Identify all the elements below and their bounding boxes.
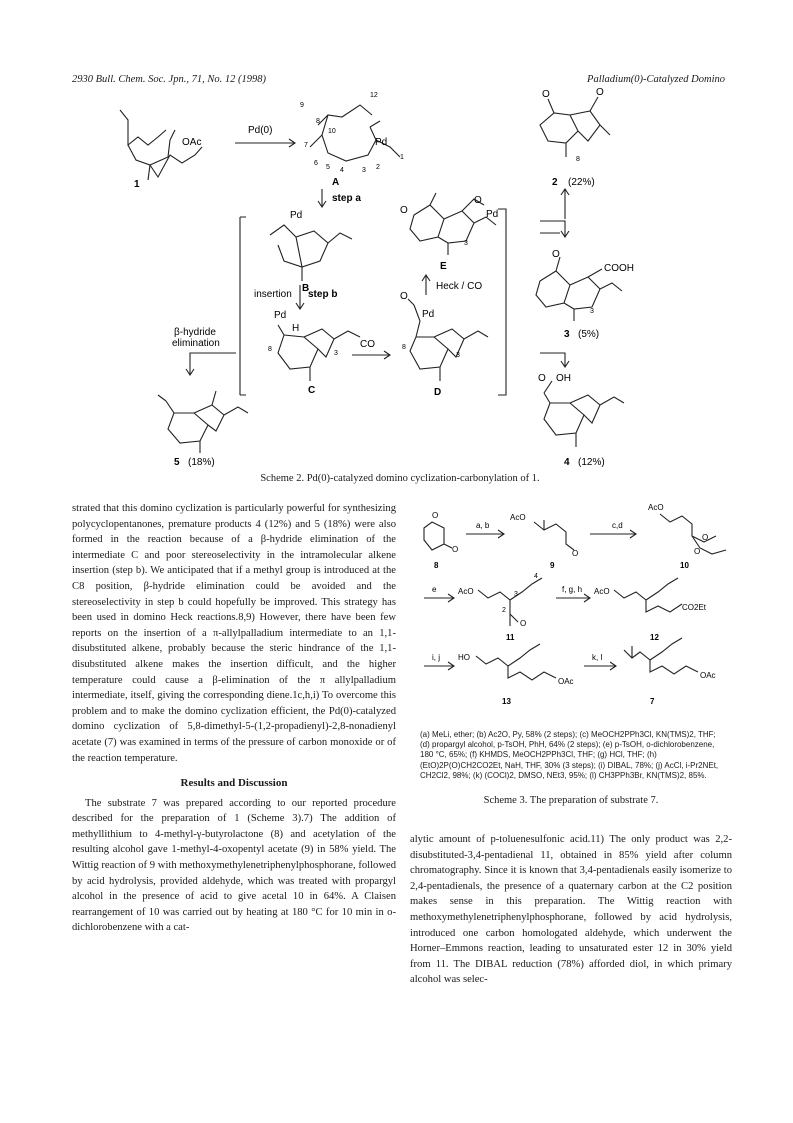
svg-text:OH: OH	[556, 373, 571, 384]
compound-12-structure	[594, 578, 707, 642]
svg-text:Pd: Pd	[290, 210, 303, 221]
svg-text:D: D	[434, 387, 442, 398]
svg-text:AcO: AcO	[458, 587, 474, 596]
compound-4-structure	[538, 373, 624, 468]
svg-text:f, g, h: f, g, h	[562, 585, 583, 594]
svg-text:O: O	[452, 545, 459, 554]
svg-text:3: 3	[564, 329, 570, 340]
svg-text:13: 13	[502, 697, 511, 706]
svg-text:O: O	[474, 195, 482, 206]
svg-text:H: H	[292, 323, 300, 334]
paragraph: alytic amount of p-toluenesulfonic acid.11) The only product was 2,2-disubstituted-3,4-pentadienal 11, obtained in 85% yield after column chromatography. Since it is known that 3,4-pentadienals easily isomerize to 2,4-pentadienals, the presence of a quaternary carbon at the C2 position makes sense in this preparation. The Wittig reaction with methoxymethylenetriphenylphosphorane, followed by acid hydrolysis, introduced one carbon homologated aldehyde, which underwent the Horner–Emmons reaction, leading to unsaturated ester 12 in 30% yield from 11. The DIBAL reduction (78%) afforded diol, in which primary alcohol was selec-	[410, 834, 732, 986]
svg-text:i, j: i, j	[432, 653, 440, 662]
step-b-label: step b	[308, 289, 338, 300]
compound-10-structure	[648, 503, 726, 570]
section-heading: Results and Discussion	[180, 777, 288, 790]
svg-text:12: 12	[650, 633, 659, 642]
svg-text:8: 8	[316, 118, 320, 125]
svg-text:O: O	[520, 619, 527, 628]
svg-text:OAc: OAc	[558, 677, 574, 686]
compound-5-structure	[158, 391, 248, 468]
svg-text:4: 4	[534, 573, 538, 580]
svg-text:2: 2	[552, 177, 558, 188]
intermediate-E-structure	[400, 193, 498, 272]
step-a-label: step a	[332, 193, 361, 204]
left-column	[72, 501, 396, 936]
svg-text:O: O	[400, 205, 408, 216]
svg-text:(22%): (22%)	[568, 177, 595, 188]
svg-text:C: C	[308, 385, 316, 396]
svg-text:HO: HO	[458, 653, 470, 662]
scheme-3-reagents: (a) MeLi, ether; (b) Ac2O, Py, 58% (2 steps); (c) MeOCH2PPh3Cl, KN(TMS)2, THF; (d) propargyl alcohol, p-TsOH, PhH, 64% (2 steps); (e) p-TsOH, o-dichlorobenzene, 180 °C, 65%; (f) KHMDS, MeOCH2PPh3Cl, THF; (g) HCl, THF; (h) (EtO)2P(O)CH2CO2Et, NaH, THF, 30% (3 steps); (i) DIBAL, 78%; (j) AcCl, i-Pr2NEt, CH2Cl2, 98%; (k) (COCl)2, DMSO, NEt3, 95%; (l) CH3PPh3Br, KN(TMS)2, 85%.	[420, 730, 719, 780]
svg-text:B: B	[302, 283, 310, 294]
svg-text:O: O	[552, 249, 560, 260]
scheme-2-caption: Scheme 2. Pd(0)-catalyzed domino cyclization-carbonylation of 1.	[260, 473, 540, 484]
svg-text:1: 1	[400, 154, 404, 161]
svg-text:Pd: Pd	[486, 209, 499, 220]
intermediate-D-structure	[400, 291, 488, 398]
svg-text:4: 4	[564, 457, 570, 468]
svg-text:9: 9	[550, 561, 555, 570]
scheme-3-figure	[410, 500, 732, 728]
elimination-label: elimination	[172, 338, 220, 349]
svg-text:8: 8	[402, 344, 406, 351]
svg-text:k, l: k, l	[592, 653, 603, 662]
svg-text:3: 3	[514, 591, 518, 598]
svg-text:OAc: OAc	[700, 671, 716, 680]
svg-text:7: 7	[650, 697, 655, 706]
intermediate-B-structure	[270, 210, 352, 294]
svg-text:(5%): (5%)	[578, 329, 600, 340]
svg-text:10: 10	[680, 561, 689, 570]
svg-text:O: O	[694, 547, 701, 556]
svg-text:Pd: Pd	[375, 137, 388, 148]
compound-8-structure	[424, 511, 458, 570]
svg-text:e: e	[432, 585, 437, 594]
compound-9-structure	[510, 513, 578, 570]
svg-text:3: 3	[334, 350, 338, 357]
svg-text:8: 8	[268, 346, 272, 353]
svg-text:4: 4	[340, 167, 344, 174]
compound-1-structure	[120, 110, 202, 190]
svg-text:8: 8	[434, 561, 439, 570]
paragraph: The substrate 7 was prepared according to our reported procedure described for the preparation of 1 (Scheme 3).7) The addition of methyllithium to 4-methyl-γ-butyrolactone (8) and acetylation of the resulting alcohol gave 1-methyl-4-oxopentyl acetate (9) in 58% yield. The Wittig reaction of 9 with methoxymethylenetriphenylphosphorane, followed by acid hydrolysis, provided aldehyde, which was treated with propargyl alcohol in the presence of acid to give acetal 10 in 64%. A Claisen rearrangement of 10 was carried out by heating at 180 °C for 10 min in o-dichlorobenzene with a cat-	[72, 797, 396, 934]
svg-text:5: 5	[326, 164, 330, 171]
svg-text:E: E	[440, 261, 447, 272]
svg-text:CO2Et: CO2Et	[682, 603, 707, 612]
beta-hydride-label: β-hydride	[174, 327, 216, 338]
compound-13-structure	[458, 644, 574, 706]
paragraph: strated that this domino cyclization is particularly powerful for synthesizing polycyclopentanones, premature products 4 (12%) and 5 (18%) were also formed in the reaction because of a β-hydride elimination of the intermediate C and poor stereoselectivity in the intramolecular alkene insertion (step b). We anticipated that if a methyl group is introduced at the C8 position, β-hydride elimination could be avoided and the stereoselectivity in step b could hopefully be improved. This strategy has been used in domino Heck reactions.8,9) However, there have been few reports on the insertion of a π-allylpalladium intermediate to an 1,1-disubstituted alkene, probably because the steric hindrance of the 1,1-disubstituted alkene makes the insertion difficult, and the higher temperature could cause a β-elimination of the π allylpalladium intermediate, itself, giving the corresponding diene.1c,h,i) To overcome this problem and to make the domino cyclization efficient, the Pd(0)-catalyzed domino cyclization of 5,8-dimethyl-5-(1,2-propadienyl)-2,8-nonadienyl acetate (7) was examined in terms of the pressure of carbon monoxide or of the reaction temperature.	[72, 503, 396, 764]
svg-text:O: O	[538, 373, 546, 384]
svg-text:10: 10	[328, 128, 336, 135]
svg-text:O: O	[572, 549, 579, 558]
oac-label: OAc	[182, 137, 202, 148]
svg-text:AcO: AcO	[510, 513, 526, 522]
svg-text:3: 3	[590, 308, 594, 315]
svg-text:c,d: c,d	[612, 521, 623, 530]
svg-text:3: 3	[464, 240, 468, 247]
svg-text:3: 3	[362, 167, 366, 174]
svg-text:6: 6	[314, 160, 318, 167]
running-header-left: 2930 Bull. Chem. Soc. Jpn., 71, No. 12 (1998)	[72, 74, 266, 85]
svg-text:5: 5	[174, 457, 180, 468]
insertion-label: insertion	[254, 289, 292, 300]
svg-text:AcO: AcO	[594, 587, 610, 596]
svg-text:a, b: a, b	[476, 521, 490, 530]
svg-text:O: O	[432, 511, 439, 520]
svg-text:2: 2	[502, 607, 506, 614]
compound-label-1: 1	[134, 179, 140, 190]
svg-text:8: 8	[576, 156, 580, 163]
scheme-3-caption: Scheme 3. The preparation of substrate 7.	[483, 795, 659, 806]
svg-text:AcO: AcO	[648, 503, 664, 512]
svg-text:O: O	[542, 89, 550, 100]
svg-text:O: O	[702, 533, 709, 542]
scheme-2-figure	[70, 85, 730, 470]
svg-text:7: 7	[304, 142, 308, 149]
svg-text:2: 2	[376, 164, 380, 171]
svg-text:O: O	[400, 291, 408, 302]
svg-text:(18%): (18%)	[188, 457, 215, 468]
right-column	[410, 832, 732, 988]
svg-text:O: O	[596, 87, 604, 98]
compound-3-structure	[536, 249, 634, 340]
pd0-label: Pd(0)	[248, 125, 273, 136]
svg-text:12: 12	[370, 92, 378, 99]
svg-text:9: 9	[300, 102, 304, 109]
svg-text:Pd: Pd	[422, 309, 435, 320]
compound-2-structure	[540, 87, 610, 188]
intermediate-A-structure	[300, 92, 404, 188]
svg-text:A: A	[332, 177, 340, 188]
svg-text:(12%): (12%)	[578, 457, 605, 468]
compound-11-structure	[458, 573, 542, 642]
heck-co-label: Heck / CO	[436, 281, 483, 292]
svg-text:11: 11	[506, 633, 515, 642]
running-header-right: Palladium(0)-Catalyzed Domino	[587, 74, 725, 85]
intermediate-C-structure	[268, 310, 360, 396]
svg-text:COOH: COOH	[604, 263, 634, 274]
co-label: CO	[360, 339, 375, 350]
compound-7-structure	[624, 638, 716, 706]
svg-text:Pd: Pd	[274, 310, 287, 321]
svg-text:3: 3	[456, 352, 460, 359]
